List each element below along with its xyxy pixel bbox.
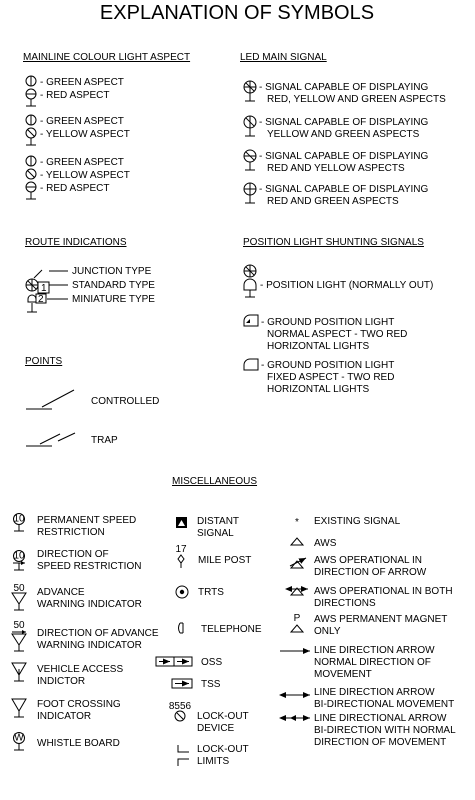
direction-speed-restriction-icon [13,551,25,571]
misc-label: WARNING INDICATOR [37,640,142,651]
route-label: MINIATURE TYPE [72,294,155,305]
line-direction-bidirectional-normal-icon [280,715,310,721]
heading-led: LED MAIN SIGNAL [240,52,327,63]
speed-mark: 10 [13,513,25,525]
misc-label: LINE DIRECTION ARROW [314,687,435,698]
points-label: TRAP [91,435,118,446]
speed-mark: 50 [13,583,25,594]
mainline-signal-icon-3 [26,156,36,199]
heading-mainline: MAINLINE COLOUR LIGHT ASPECT [23,52,191,63]
position-label: - GROUND POSITION LIGHT [261,360,395,371]
heading-points: POINTS [25,356,63,367]
mainline-label: - GREEN ASPECT [40,157,124,168]
mainline-label: - YELLOW ASPECT [40,170,130,181]
led-label: YELLOW AND GREEN ASPECTS [267,129,420,140]
controlled-points-icon [26,390,74,409]
led-label: - SIGNAL CAPABLE OF DISPLAYING [259,184,429,195]
misc-label: DIRECTION OF [37,549,109,560]
speed-restriction-icon [13,514,25,532]
misc-label: LOCK-OUT [197,744,249,755]
position-label: - GROUND POSITION LIGHT [261,317,395,328]
misc-label: LOCK-OUT [197,711,249,722]
route-indication-icon [26,270,68,312]
position-light-icon [244,265,256,297]
advance-warning-indicator-icon [12,583,26,610]
misc-label: DIRECTIONS [314,598,376,609]
tss-icon [172,679,192,688]
misc-label: LINE DIRECTIONAL ARROW [314,713,447,724]
ground-position-light-fixed-icon [244,359,258,370]
led-label: - SIGNAL CAPABLE OF DISPLAYING [259,151,429,162]
telephone-icon [179,623,184,633]
led-signal-icon-1 [244,81,256,101]
route-label: JUNCTION TYPE [72,266,152,277]
mainline-label: - RED ASPECT [40,183,110,194]
mainline-signal-icon-1 [26,76,36,106]
existing-signal-icon [295,517,299,528]
misc-label: SPEED RESTRICTION [37,561,142,572]
misc-label: TELEPHONE [201,624,262,635]
misc-label: DISTANT [197,516,240,527]
misc-label: MOVEMENT [314,669,372,680]
misc-label: AWS OPERATIONAL IN [314,555,422,566]
heading-route: ROUTE INDICATIONS [25,237,127,248]
led-label: RED AND GREEN ASPECTS [267,196,399,207]
mile-post-icon [175,544,187,568]
mainline-label: - GREEN ASPECT [40,116,124,127]
position-label: HORIZONTAL LIGHTS [267,384,370,395]
mainline-label: - RED ASPECT [40,90,110,101]
whistle-board-icon [14,733,25,751]
led-label: - SIGNAL CAPABLE OF DISPLAYING [259,82,429,93]
position-label: HORIZONTAL LIGHTS [267,341,370,352]
svg-text:*: * [295,517,299,528]
misc-label: LIMITS [197,756,230,767]
misc-label: BI-DIRECTION WITH NORMAL [314,725,456,736]
misc-label: EXISTING SIGNAL [314,516,401,527]
aws-permanent-magnet-icon [291,613,303,632]
led-label: - SIGNAL CAPABLE OF DISPLAYING [259,117,429,128]
misc-label: DIRECTION OF ADVANCE [37,628,159,639]
whistle-mark: W [14,732,24,744]
heading-position: POSITION LIGHT SHUNTING SIGNALS [243,237,424,248]
mainline-label: - GREEN ASPECT [40,77,124,88]
route-label: STANDARD TYPE [72,280,155,291]
misc-label: RESTRICTION [37,527,105,538]
misc-label: DIRECTION OF MOVEMENT [314,737,447,748]
heading-misc: MISCELLANEOUS [172,476,258,487]
misc-label: INDICTOR [37,676,86,687]
misc-label: ADVANCE [37,587,85,598]
lock-out-device-icon [169,701,192,721]
position-label: - POSITION LIGHT (NORMALLY OUT) [260,280,434,291]
misc-label: WARNING INDICATOR [37,599,142,610]
aws-icon [291,538,303,545]
ground-position-light-normal-icon [244,315,258,326]
trts-icon [176,586,188,598]
misc-label: OSS [201,657,223,668]
lock-out-mark: 8556 [168,701,192,712]
misc-label: AWS OPERATIONAL IN BOTH [314,586,453,597]
mile-post-mark: 17 [175,544,187,555]
page-title: EXPLANATION OF SYMBOLS [99,2,375,24]
led-label: RED AND YELLOW ASPECTS [267,163,405,174]
led-signal-icon-3 [244,150,256,170]
lock-out-limits-icon [178,745,189,766]
speed-mark: 50 [13,620,25,631]
position-label: NORMAL ASPECT - TWO RED [267,329,408,340]
points-label: CONTROLLED [91,396,160,407]
misc-label: LINE DIRECTION ARROW [314,645,435,656]
misc-label: BI-DIRECTIONAL MOVEMENT [314,699,455,710]
misc-label: SIGNAL [197,528,234,539]
misc-label: DEVICE [197,723,235,734]
misc-label: TSS [201,679,221,690]
misc-label: INDICATOR [37,711,92,722]
aws-direction-icon [290,558,306,568]
misc-label: DIRECTION OF ARROW [314,567,427,578]
led-signal-icon-4 [244,183,256,203]
magnet-mark: P [293,613,301,624]
led-signal-icon-2 [244,116,256,136]
mainline-label: - YELLOW ASPECT [40,129,130,140]
misc-label: PERMANENT SPEED [37,515,137,526]
misc-label: ONLY [314,626,341,637]
route-box-2: 2 [38,294,44,305]
position-label: FIXED ASPECT - TWO RED [267,372,395,383]
misc-label: NORMAL DIRECTION OF [314,657,431,668]
misc-label: VEHICLE ACCESS [37,664,124,675]
misc-label: AWS PERMANENT MAGNET [314,614,448,625]
direction-advance-warning-icon [12,620,26,651]
misc-label: TRTS [198,587,224,598]
foot-crossing-indicator-icon [12,699,26,717]
trap-points-icon [26,433,75,446]
misc-label: FOOT CROSSING [37,699,121,710]
led-label: RED, YELLOW AND GREEN ASPECTS [267,94,446,105]
misc-label: AWS [314,538,337,549]
misc-label: MILE POST [198,555,252,566]
route-box-1: 1 [41,283,47,294]
distant-signal-icon [176,517,187,528]
oss-icon [156,657,192,666]
mainline-signal-icon-2 [26,115,36,145]
misc-label: WHISTLE BOARD [37,738,120,749]
vehicle-access-indicator-icon [12,663,26,681]
speed-mark: 10 [13,550,25,562]
aws-both-directions-icon [286,588,308,595]
